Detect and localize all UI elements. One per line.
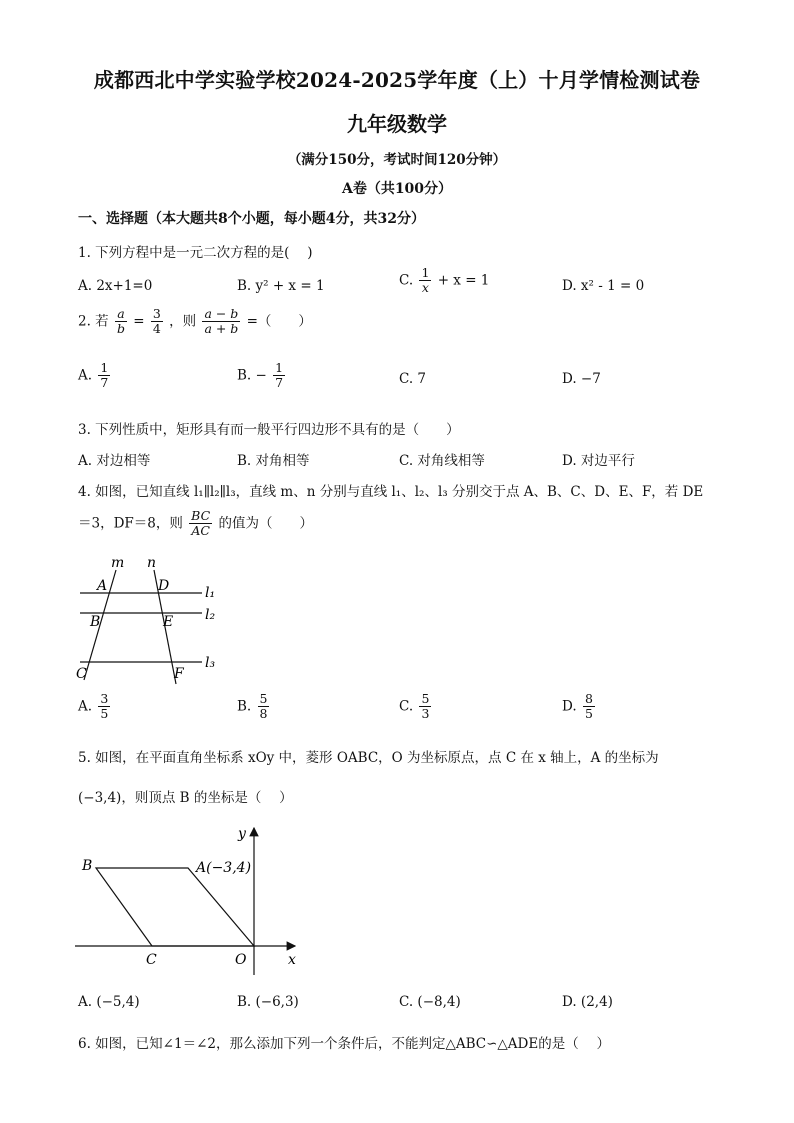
label-A: A: [97, 578, 108, 594]
fraction-3-over-4: $\frac{3}{4}$: [152, 306, 161, 337]
option-rest: + x = 1: [437, 272, 490, 289]
question-3-option-a: A. 对边相等: [78, 453, 151, 469]
exam-title: 成都西北中学实验学校2024-2025学年度（上）十月学情检测试卷: [93, 68, 701, 92]
question-2-option-d: D. −7: [562, 371, 601, 387]
question-5-option-b: B. (−6,3): [237, 994, 299, 1010]
question-4-option-a: A. $\frac{3}{5}$: [78, 691, 109, 722]
exam-info: （满分150分，考试时间120分钟）: [287, 152, 507, 168]
question-1-option-a: A. 2x+1=0: [78, 278, 153, 294]
label-l3: l₃: [205, 655, 216, 671]
question-1-option-c: [399, 266, 489, 296]
rhombus-coordinate-figure: [70, 820, 310, 980]
label-E: E: [163, 614, 174, 630]
question-4-line-1: 4. 如图，已知直线 l₁∥l₂∥l₃，直线 m、n 分别与直线 l₁、l₂、l₃ 分别交于点 A、B、C、D、E、F，若 DE: [78, 484, 704, 500]
question-2-option-b: B. − $\frac{1}{7}$: [237, 360, 284, 391]
label-n: n: [147, 555, 157, 571]
label-y: y: [238, 826, 246, 842]
question-5-line-2: (−3,4)，则顶点 B 的坐标是（ ）: [78, 790, 293, 806]
question-2-option-a: A. $\frac{1}{7}$: [78, 360, 109, 391]
question-3-option-c: C. 对角线相等: [399, 453, 485, 469]
question-4-option-b: B. $\frac{5}{8}$: [237, 691, 268, 722]
label-l2: l₂: [205, 607, 216, 623]
label-O: O: [235, 952, 247, 968]
question-4-option-c: C. $\frac{5}{3}$: [399, 691, 430, 722]
question-2-stem: 2. 若 $\frac{a}{b}$ = $\frac{3}{4}$ ，则 $\frac{a - b}{a + b}$ =（ ）: [78, 306, 312, 337]
parallel-lines-figure: [70, 552, 230, 687]
question-3-option-d: D. 对边平行: [562, 453, 635, 469]
option-label: C.: [399, 272, 414, 289]
fraction-expression: $\frac{a - b}{a + b}$: [204, 306, 239, 337]
fraction-a-over-b: $\frac{a}{b}$: [116, 306, 125, 337]
question-2-option-c: C. 7: [399, 371, 427, 387]
question-5-option-a: A. (−5,4): [78, 994, 140, 1010]
question-5-option-d: D. (2,4): [562, 994, 613, 1010]
question-4-option-d: D. $\frac{8}{5}$: [562, 691, 593, 722]
fraction-bc-ac: $\frac{BC}{AC}$: [191, 508, 211, 539]
label-B: B: [82, 858, 93, 874]
fraction: $\frac{1}{x}$: [421, 265, 430, 296]
rhombus-oabc: [96, 868, 254, 946]
label-B: B: [90, 614, 101, 630]
label-A: A(−3,4): [196, 860, 252, 876]
label-m: m: [111, 555, 125, 571]
label-D: D: [158, 578, 170, 594]
label-l1: l₁: [205, 585, 216, 601]
section-heading: 一、选择题（本大题共8个小题，每小题4分，共32分）: [78, 211, 425, 227]
subject-title: 九年级数学: [347, 112, 447, 136]
question-3-option-b: B. 对角相等: [237, 453, 310, 469]
question-5-option-c: C. (−8,4): [399, 994, 461, 1010]
label-x: x: [288, 952, 296, 968]
label-F: F: [174, 666, 184, 682]
label-C: C: [146, 952, 157, 968]
question-5-line-1: 5. 如图，在平面直角坐标系 xOy 中，菱形 OABC，O 为坐标原点，点 C 在 x 轴上，A 的坐标为: [78, 750, 659, 766]
question-6-stem: 6. 如图，已知∠1＝∠2，那么添加下列一个条件后，不能判定△ABC∽△ADE的是（ ）: [78, 1036, 611, 1052]
question-4-line-2: ＝3，DF＝8，则 $\frac{BC}{AC}$ 的值为（ ）: [78, 508, 313, 539]
question-1-stem: 1. 下列方程中是一元二次方程的是( ): [78, 245, 313, 261]
volume-title: A卷（共100分）: [341, 181, 453, 197]
question-1-option-b: B. y² + x = 1: [237, 278, 325, 294]
question-3-stem: 3. 下列性质中，矩形具有而一般平行四边形不具有的是（ ）: [78, 422, 460, 438]
question-1-option-d: D. x² - 1 = 0: [562, 278, 645, 294]
label-C: C: [76, 666, 87, 682]
